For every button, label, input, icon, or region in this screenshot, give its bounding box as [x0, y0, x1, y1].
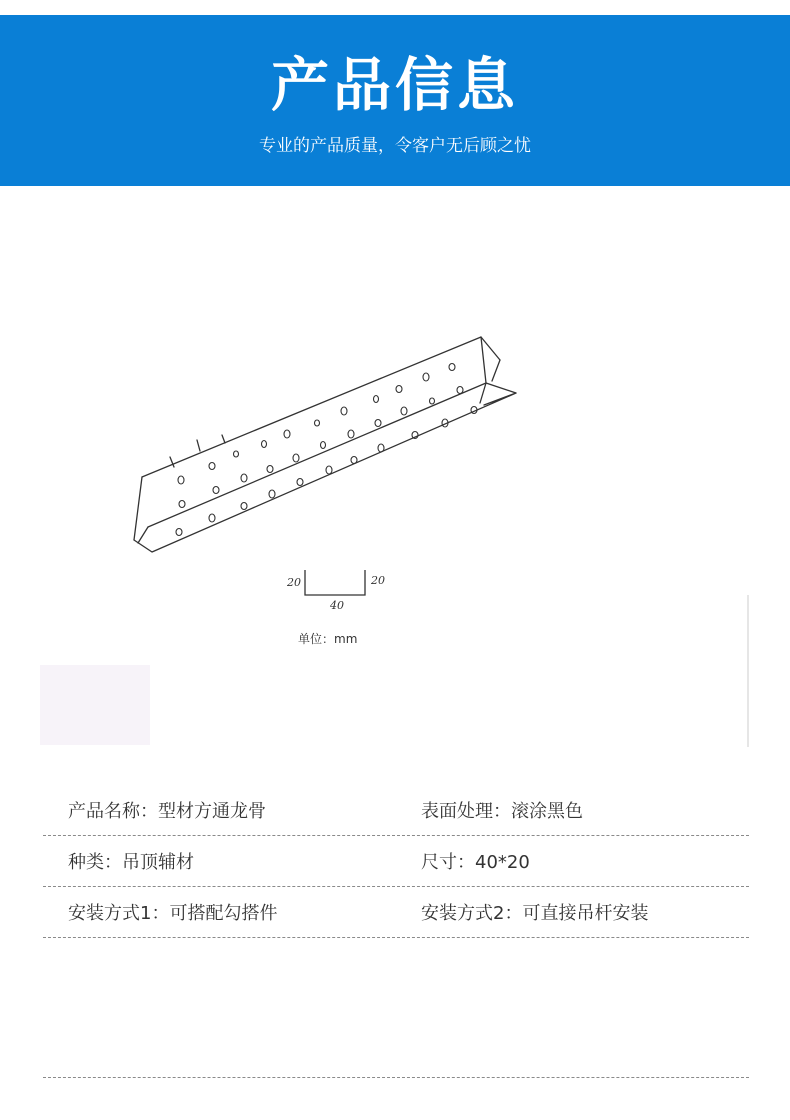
dim-height-right: 20	[371, 574, 385, 587]
channel-sketch-drawing	[40, 195, 752, 750]
header-banner	[0, 15, 790, 186]
spec-product-name: 产品名称：型材方通龙骨	[68, 801, 266, 822]
spec-install-method-2: 安装方式2：可直接吊杆安装	[421, 903, 649, 924]
hole-row-middle	[179, 387, 463, 508]
cross-section-u	[305, 570, 365, 595]
dim-height-left: 20	[287, 576, 301, 589]
hole-row-bottom	[176, 407, 477, 536]
spec-install-method-1: 安装方式1：可搭配勾搭件	[68, 903, 278, 924]
bottom-divider	[43, 1077, 749, 1078]
spec-table	[43, 785, 749, 938]
dim-width: 40	[330, 599, 344, 612]
paper-shade	[40, 665, 150, 745]
unit-label: 单位：mm	[298, 632, 358, 646]
spec-row	[43, 785, 749, 836]
page-title: 产品信息	[270, 51, 519, 119]
hole-row-top	[178, 364, 455, 485]
spec-row	[43, 836, 749, 887]
spec-surface-treatment: 表面处理：滚涂黑色	[421, 801, 583, 822]
product-sketch	[40, 195, 752, 750]
spec-row	[43, 887, 749, 938]
page-subtitle: 专业的产品质量，令客户无后顾之忧	[259, 136, 531, 156]
spec-size: 尺寸：40*20	[421, 852, 530, 873]
spec-category: 种类：吊顶辅材	[68, 852, 194, 873]
